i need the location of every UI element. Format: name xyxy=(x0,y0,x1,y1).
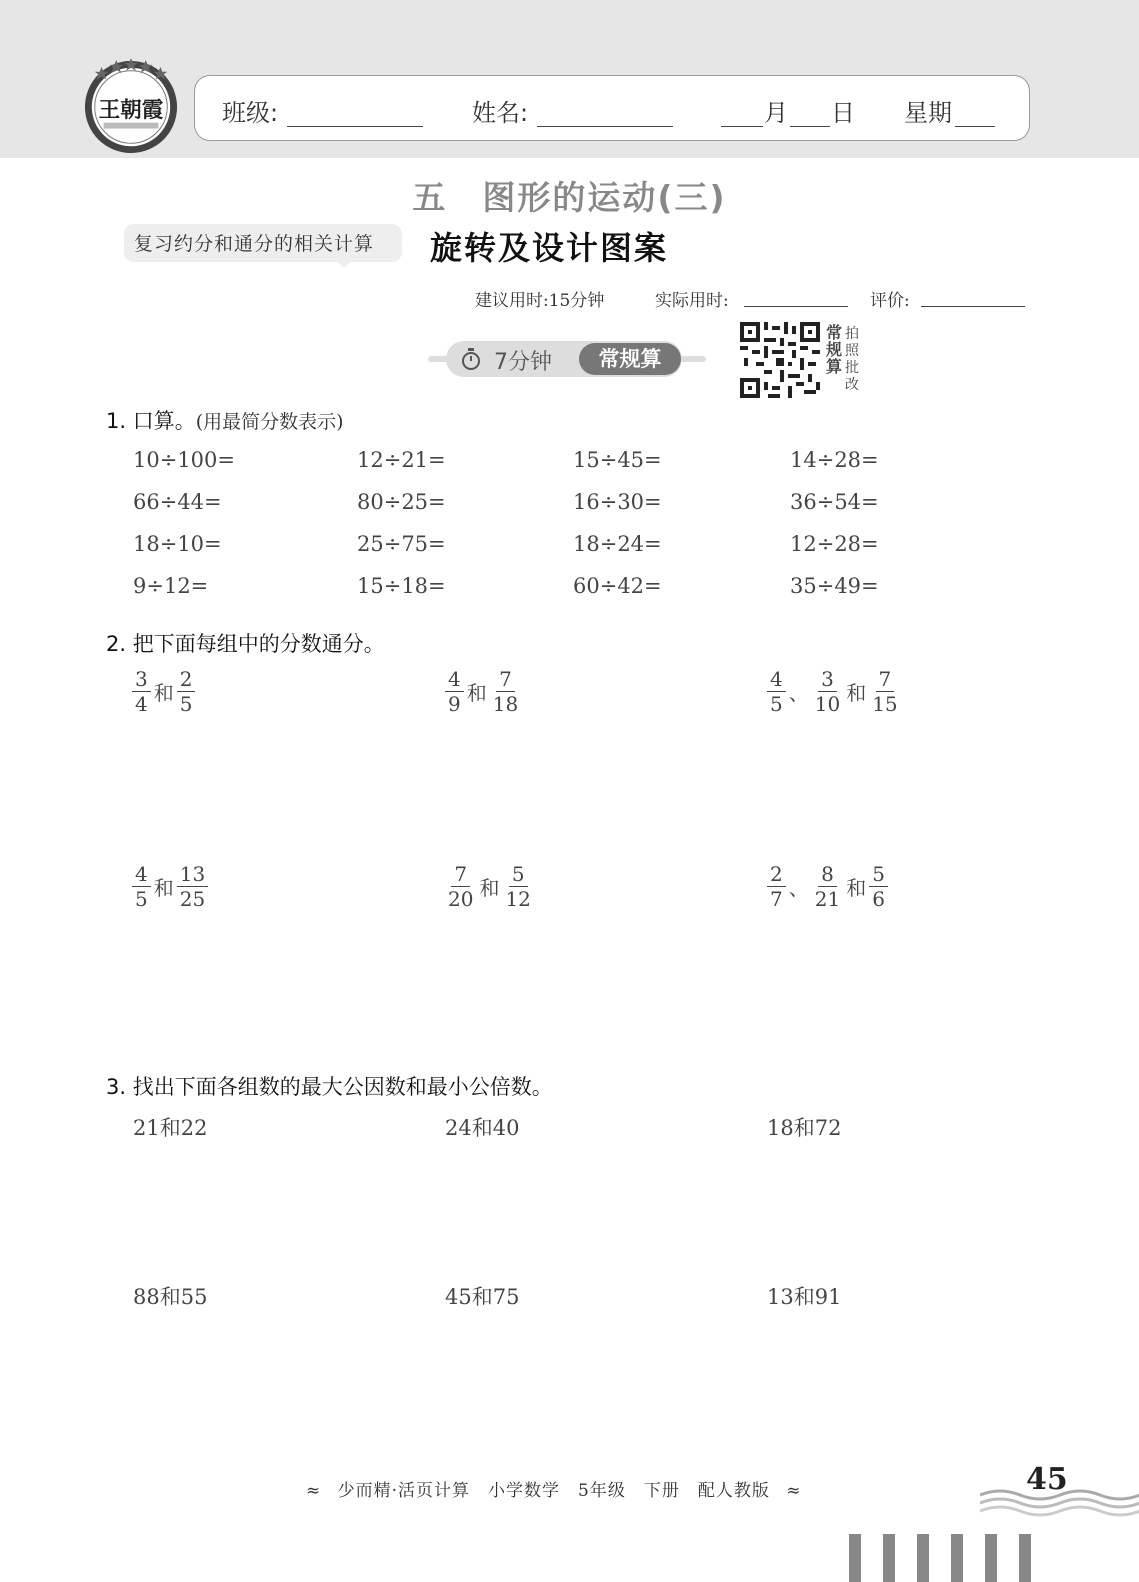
denominator: 4 xyxy=(135,692,148,716)
qr-caption-main: 常规算 xyxy=(826,323,843,376)
fraction xyxy=(175,862,210,911)
denominator: 25 xyxy=(179,887,206,911)
numerator: 4 xyxy=(767,667,786,692)
fraction xyxy=(867,667,902,716)
denominator: 21 xyxy=(814,887,841,911)
fraction-group xyxy=(130,667,197,716)
numerator: 4 xyxy=(445,667,464,692)
denominator: 9 xyxy=(448,692,461,716)
numerator: 3 xyxy=(818,667,837,692)
question-1-note: (用最简分数表示) xyxy=(195,411,344,433)
denominator: 12 xyxy=(505,887,531,911)
denominator: 5 xyxy=(770,692,783,716)
edge-bar xyxy=(985,1534,997,1582)
class-field[interactable] xyxy=(287,96,423,127)
fraction-group xyxy=(765,667,903,716)
calc-item: 9÷12= xyxy=(133,574,209,598)
calc-item: 25÷75= xyxy=(357,532,446,556)
edge-bar xyxy=(1019,1534,1031,1582)
evaluation-field[interactable] xyxy=(921,280,1025,307)
page-number: 45 xyxy=(1026,1462,1068,1497)
fraction xyxy=(500,862,535,911)
edge-bar xyxy=(951,1534,963,1582)
numerator: 13 xyxy=(177,862,208,887)
conjunction: 和 xyxy=(846,876,867,900)
calc-item: 36÷54= xyxy=(790,490,879,514)
calc-item: 14÷28= xyxy=(790,448,879,472)
unit-title: 五 图形的运动(三) xyxy=(412,178,727,217)
fraction xyxy=(443,667,466,716)
calc-item: 12÷28= xyxy=(790,532,879,556)
conjunction: 和 xyxy=(153,876,174,900)
actual-time-label: 实际用时: xyxy=(655,291,729,311)
numerator: 8 xyxy=(818,862,837,887)
numerator: 2 xyxy=(177,667,196,692)
weekday-label: 星期 xyxy=(904,99,952,127)
fraction xyxy=(443,862,478,911)
numerator: 5 xyxy=(869,862,888,887)
number-pair: 13和91 xyxy=(767,1285,842,1309)
edge-bar xyxy=(883,1534,895,1582)
calc-item: 18÷10= xyxy=(133,532,222,556)
numerator: 5 xyxy=(509,862,528,887)
denominator: 6 xyxy=(872,887,885,911)
numerator: 7 xyxy=(451,862,470,887)
day-field[interactable] xyxy=(790,96,830,127)
weekday-field[interactable] xyxy=(955,96,995,127)
denominator: 18 xyxy=(492,692,519,716)
calc-item: 15÷45= xyxy=(573,448,662,472)
question-2-title: 2. 把下面每组中的分数通分。 xyxy=(106,632,385,656)
edge-bar xyxy=(917,1534,929,1582)
number-pair: 18和72 xyxy=(767,1116,842,1140)
month-label: 月 xyxy=(764,99,788,127)
class-label: 班级: xyxy=(222,99,279,127)
fraction xyxy=(488,667,523,716)
calc-item: 66÷44= xyxy=(133,490,222,514)
question-1-title xyxy=(106,405,344,435)
footer-text: ≈ 少而精·活页计算 小学数学 5年级 下册 配人教版 ≈ xyxy=(306,1481,802,1501)
fraction-group xyxy=(443,667,523,716)
denominator: 7 xyxy=(770,887,783,911)
conjunction: 和 xyxy=(153,681,174,705)
qr-code-icon[interactable] xyxy=(740,322,820,398)
number-pair: 24和40 xyxy=(445,1116,520,1140)
denominator: 10 xyxy=(814,692,841,716)
review-tag-tail xyxy=(334,258,354,268)
calc-item: 60÷42= xyxy=(573,574,662,598)
calc-item: 15÷18= xyxy=(357,574,446,598)
fraction-group xyxy=(765,862,890,911)
denominator: 15 xyxy=(872,692,898,716)
fraction xyxy=(130,862,153,911)
conjunction: 和 xyxy=(846,681,867,705)
fraction xyxy=(765,862,788,911)
day-label: 日 xyxy=(831,99,855,127)
separator: 、 xyxy=(788,681,809,705)
suggested-time: 建议用时:15分钟 xyxy=(475,291,605,311)
actual-time-field[interactable] xyxy=(744,280,848,307)
calc-item: 12÷21= xyxy=(357,448,446,472)
fraction xyxy=(810,667,845,716)
numerator: 4 xyxy=(132,862,151,887)
evaluation-label: 评价: xyxy=(870,291,910,311)
review-tag: 复习约分和通分的相关计算 xyxy=(134,233,375,255)
fraction-group xyxy=(130,862,210,911)
calc-item: 16÷30= xyxy=(573,490,662,514)
question-3-title: 3. 找出下面各组数的最大公因数和最小公倍数。 xyxy=(106,1075,553,1099)
edge-bar xyxy=(849,1534,861,1582)
number-pair: 45和75 xyxy=(445,1285,520,1309)
fraction xyxy=(765,667,788,716)
name-label: 姓名: xyxy=(472,99,529,127)
fraction-group xyxy=(443,862,536,911)
conjunction: 和 xyxy=(466,681,487,705)
numerator: 7 xyxy=(496,667,515,692)
fraction xyxy=(130,667,153,716)
publisher-logo xyxy=(82,58,180,156)
qr-caption-sub: 拍照批改 xyxy=(845,326,859,393)
number-pair: 88和55 xyxy=(133,1285,208,1309)
fraction xyxy=(867,862,890,911)
lesson-title: 旋转及设计图案 xyxy=(430,229,669,267)
fraction xyxy=(810,862,845,911)
calc-item: 10÷100= xyxy=(133,448,235,472)
badge-time: 7分钟 xyxy=(494,350,552,375)
number-pair: 21和22 xyxy=(133,1116,208,1140)
calc-item: 35÷49= xyxy=(790,574,879,598)
calc-item: 18÷24= xyxy=(573,532,662,556)
question-1-heading: 1. 口算。 xyxy=(106,409,196,433)
numerator: 7 xyxy=(876,667,895,692)
name-field[interactable] xyxy=(537,96,673,127)
month-field[interactable] xyxy=(721,96,763,127)
stopwatch-icon xyxy=(459,347,483,371)
separator: 、 xyxy=(788,876,809,900)
numerator: 2 xyxy=(767,862,786,887)
badge-tag: 常规算 xyxy=(579,343,681,375)
denominator: 5 xyxy=(179,692,193,716)
conjunction: 和 xyxy=(479,876,500,900)
svg-text:王朝霞: 王朝霞 xyxy=(98,97,164,123)
calc-item: 80÷25= xyxy=(357,490,446,514)
denominator: 20 xyxy=(448,887,474,911)
numerator: 3 xyxy=(132,667,151,692)
fraction xyxy=(175,667,198,716)
denominator: 5 xyxy=(135,887,148,911)
